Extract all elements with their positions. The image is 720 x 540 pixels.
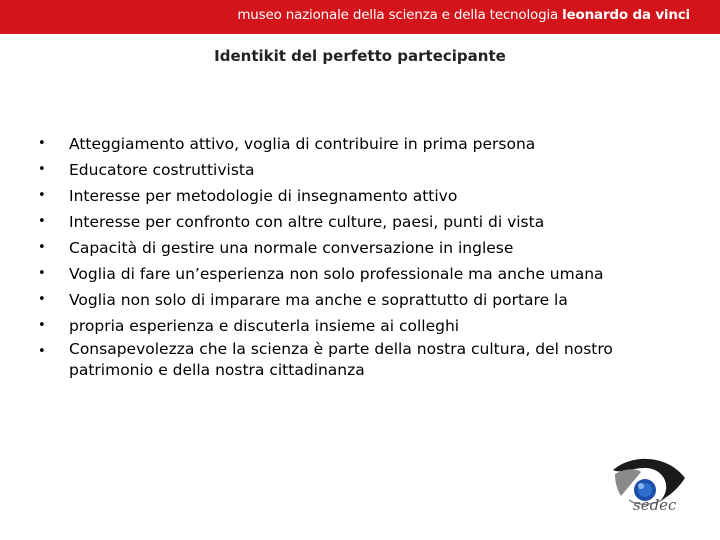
- bullet-dot: •: [38, 344, 46, 359]
- bullet-dot: •: [38, 266, 46, 281]
- list-item: [38, 157, 658, 183]
- list-item-text: Capacità di gestire una normale conversazione in inglese: [69, 239, 514, 257]
- list-item-text: Consapevolezza che la scienza è parte della nostra cultura, del nostro: [69, 340, 613, 358]
- bullet-dot: •: [38, 188, 46, 203]
- bullet-dot: •: [38, 214, 46, 229]
- logo-text: sedec: [633, 496, 677, 514]
- header-bar: [0, 0, 720, 34]
- list-item: [38, 261, 658, 287]
- slide-title: Identikit del perfetto partecipante: [214, 47, 506, 65]
- list-item: [38, 235, 658, 261]
- bullet-list: [38, 131, 658, 381]
- list-item-text: Educatore costruttivista: [69, 161, 255, 179]
- bullet-dot: •: [38, 240, 46, 255]
- list-item-text: propria esperienza e discuterla insieme ai colleghi: [69, 317, 460, 335]
- list-item-text: Interesse per confronto con altre culture, paesi, punti di vista: [69, 213, 545, 231]
- bullet-dot: •: [38, 318, 46, 333]
- bullet-dot: •: [38, 136, 46, 151]
- list-item-text: Voglia non solo di imparare ma anche e soprattutto di portare la: [69, 291, 568, 309]
- bullet-dot: •: [38, 162, 46, 177]
- list-item: [38, 339, 658, 381]
- list-item-text: Voglia di fare un’esperienza non solo professionale ma anche umana: [69, 265, 604, 283]
- museum-name: museo nazionale della scienza e della tecnologia: [237, 7, 559, 23]
- list-item: [38, 313, 658, 339]
- list-item-text-continued: patrimonio e della nostra cittadinanza: [69, 361, 365, 379]
- list-item: [38, 287, 658, 313]
- list-item-text: Atteggiamento attivo, voglia di contribuire in prima persona: [69, 135, 536, 153]
- list-item: [38, 209, 658, 235]
- list-item-text: Interesse per metodologie di insegnamento attivo: [69, 187, 458, 205]
- list-item: [38, 131, 658, 157]
- brand-name: leonardo da vinci: [562, 7, 690, 23]
- bullet-dot: •: [38, 292, 46, 307]
- header-text: [237, 7, 690, 23]
- list-item: [38, 183, 658, 209]
- sedec-logo: [611, 456, 687, 516]
- list-item-text-wrap: [69, 339, 658, 381]
